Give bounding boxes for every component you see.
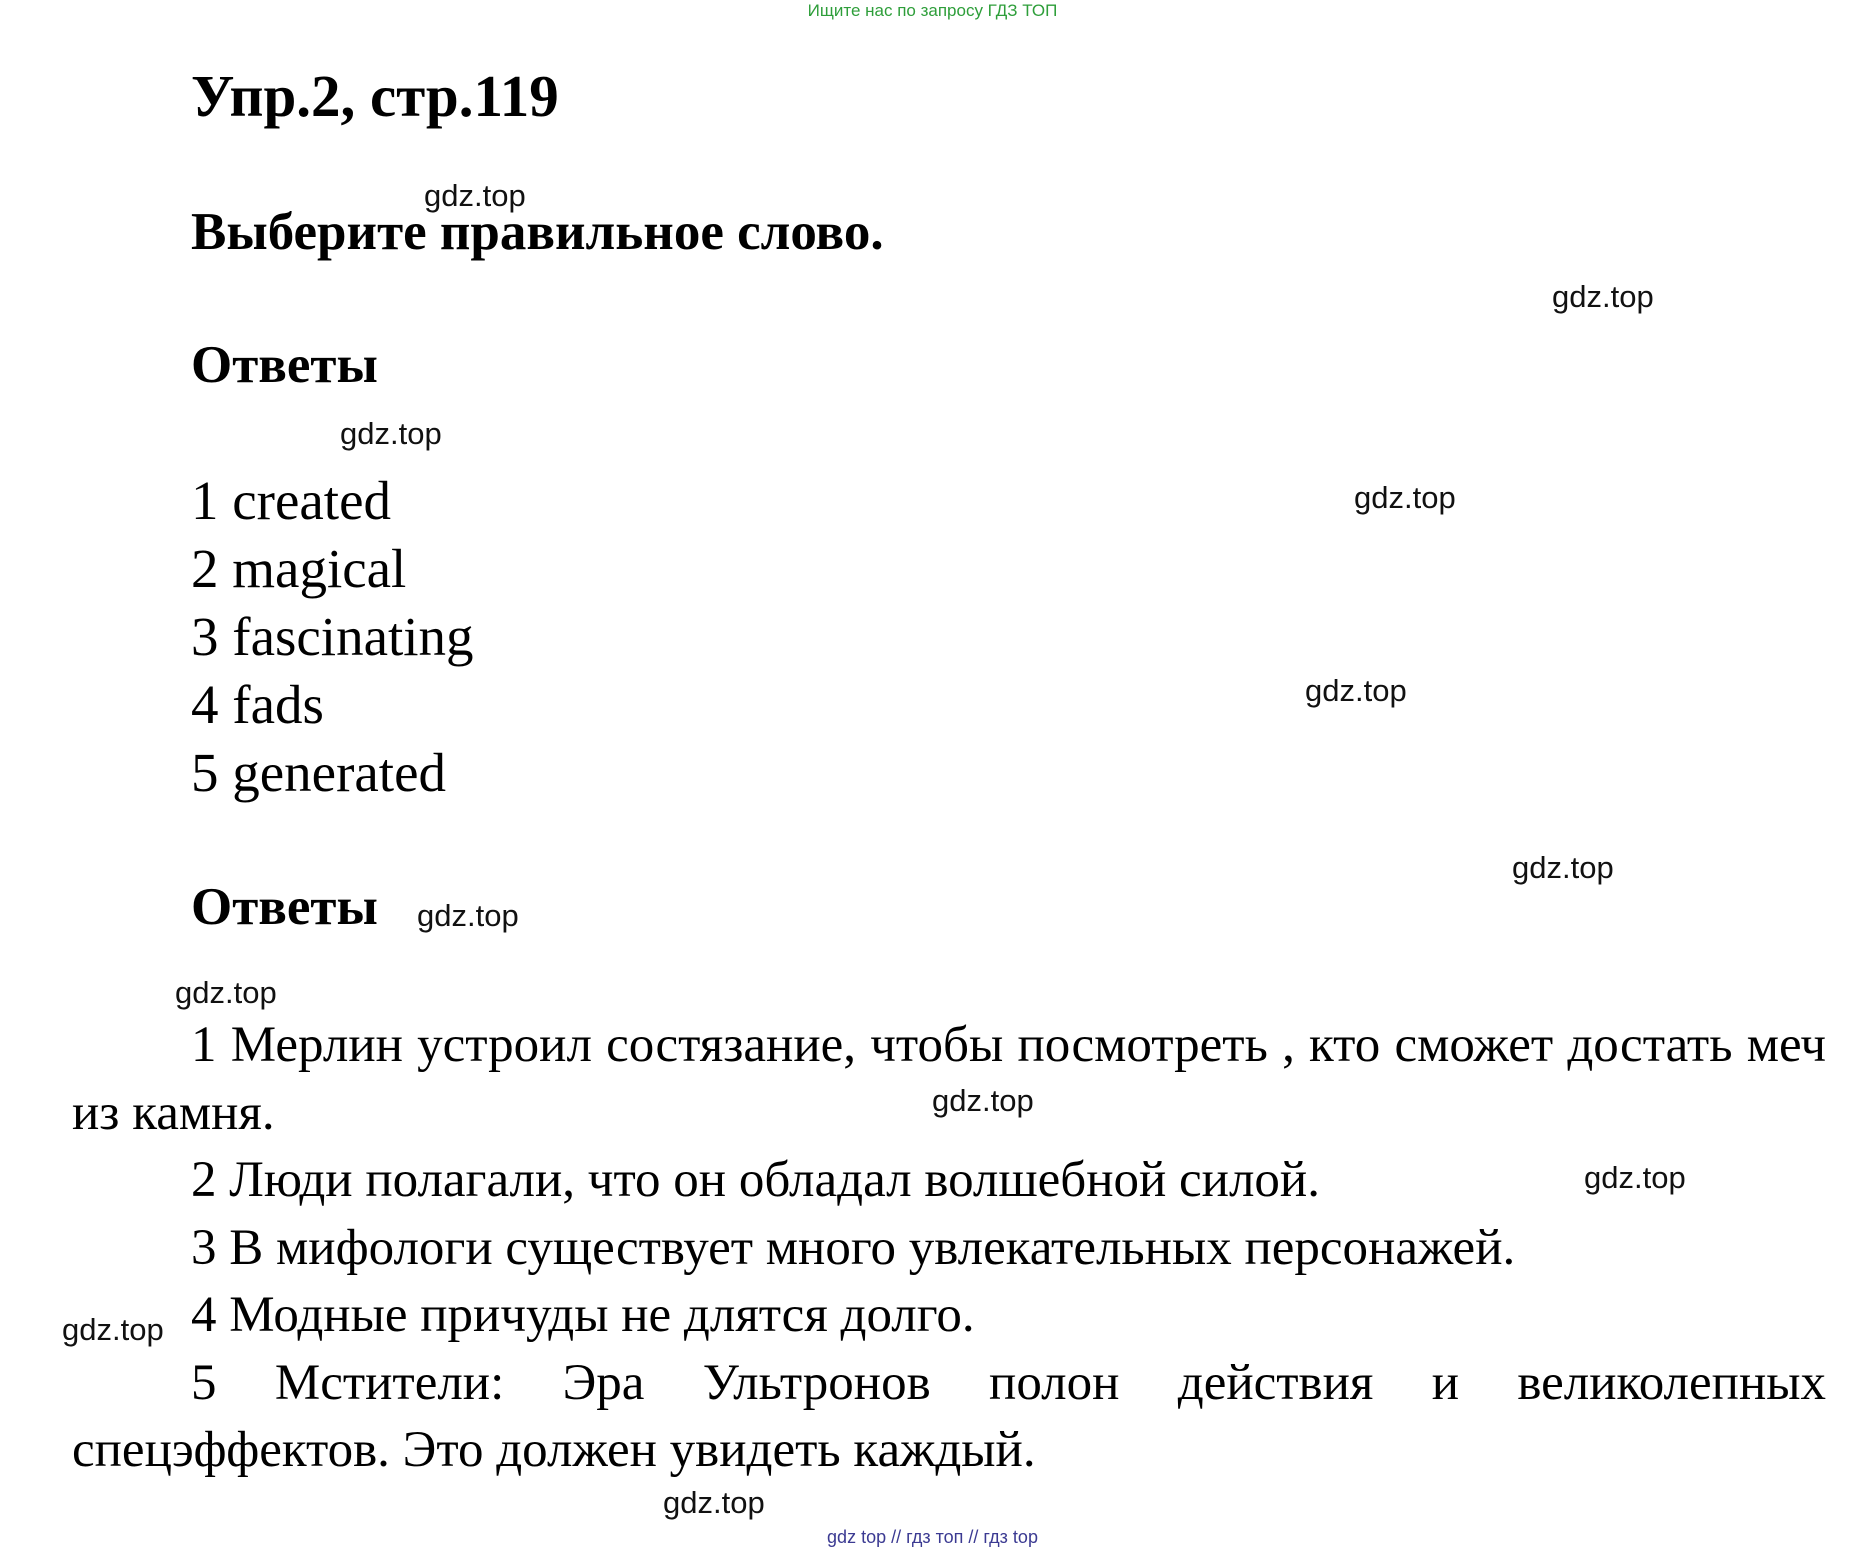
watermark: gdz.top [663, 1485, 765, 1520]
translation-item: 4 Модные причуды не длятся долго. [191, 1287, 975, 1343]
translations-heading: Ответы [191, 878, 378, 936]
translation-item: 3 В мифологи существует много увлекательных персонажей. [191, 1219, 1516, 1276]
footer-links: gdz top // гдз топ // гдз top [827, 1527, 1038, 1547]
translation-item: 1 Мерлин устроил состязание, чтобы посмотреть , кто сможет достать меч из камня. [72, 1017, 1826, 1141]
watermark: gdz.top [932, 1083, 1034, 1118]
answer-item: 3 fascinating [191, 606, 474, 667]
answer-item: 4 fads [191, 674, 324, 735]
watermark: gdz.top [1305, 673, 1407, 708]
watermark: gdz.top [417, 898, 519, 933]
watermark: gdz.top [340, 416, 442, 451]
watermark: gdz.top [1354, 480, 1456, 515]
watermark: gdz.top [424, 178, 526, 213]
watermark: gdz.top [175, 975, 277, 1010]
answers-list [191, 467, 474, 807]
translation-item: 2 Люди полагали, что он обладал волшебной силой. [191, 1152, 1320, 1208]
answer-item: 2 magical [191, 538, 407, 599]
answers-heading: Ответы [191, 336, 378, 394]
instruction: Выберите правильное слово. [191, 203, 884, 261]
top-banner: Ищите нас по запросу ГДЗ ТОП [807, 1, 1058, 20]
answer-item: 5 generated [191, 742, 446, 803]
translation-item: 5 Мстители: Эра Ультронов полон действия и великолепных спецэффектов. Это должен увидеть каждый. [72, 1354, 1826, 1478]
exercise-title: Упр.2, стр.119 [191, 63, 559, 129]
watermark: gdz.top [1552, 279, 1654, 314]
watermark: gdz.top [1584, 1160, 1686, 1195]
answer-item: 1 created [191, 470, 391, 531]
watermark: gdz.top [62, 1312, 164, 1347]
watermark: gdz.top [1512, 850, 1614, 885]
